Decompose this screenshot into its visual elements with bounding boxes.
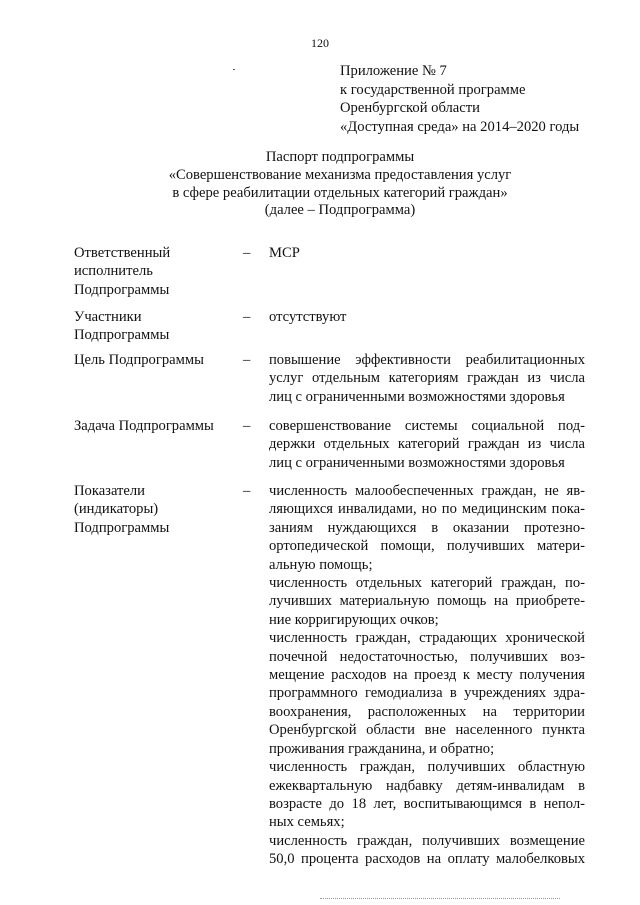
value-line: совершенствование системы социальной под- xyxy=(269,418,585,434)
value-line: ных семьях; xyxy=(269,814,345,831)
title-line: (далее – Подпрограмма) xyxy=(264,202,416,219)
label-line: Подпрограммы xyxy=(74,281,170,298)
page-number: 120 xyxy=(311,36,329,50)
label-line: Участники xyxy=(74,309,142,325)
label-line: Ответственный xyxy=(74,245,171,261)
value-line: численность граждан, получивших областную xyxy=(269,759,585,776)
label-line: Задача Подпрограммы xyxy=(74,418,214,434)
value-line: ние корригирующих очков; xyxy=(269,611,439,628)
appendix-line: «Доступная среда» на 2014–2020 годы xyxy=(340,118,580,135)
row-value xyxy=(269,351,585,406)
scan-speck xyxy=(233,69,235,70)
value-line: заниям нуждающихся в оказании протезно- xyxy=(269,519,585,536)
value-line: 50,0 процента расходов на оплату малобелковых xyxy=(269,851,585,868)
row-dash: – xyxy=(243,245,251,261)
value-line: альную помощь; xyxy=(269,556,373,573)
value-line: численность граждан, страдающих хронической xyxy=(269,630,585,647)
row-value xyxy=(269,417,585,472)
value-line: услуг отдельным категориям граждан из числа xyxy=(269,370,585,387)
row-label xyxy=(74,308,224,345)
value-line: программного гемодиализа в учреждениях здра- xyxy=(269,685,585,702)
value-line: численность граждан, получивших возмещение xyxy=(269,832,585,849)
row-label xyxy=(74,482,224,537)
value-line: ежеквартальную надбавку детям-инвалидам в xyxy=(269,777,585,794)
row-dash: – xyxy=(243,483,251,499)
value-line: почечной недостаточностью, получивших воз- xyxy=(269,648,585,665)
label-line: Подпрограммы xyxy=(74,327,170,344)
row-value xyxy=(269,244,585,262)
value-line: лиц с ограниченными возможностями здоровья xyxy=(269,454,565,471)
value-line: возрасте до 18 лет, воспитывающимся в непол- xyxy=(269,795,585,812)
row-value xyxy=(269,482,585,869)
row-label xyxy=(74,417,224,435)
label-line: Подпрограммы xyxy=(74,519,170,536)
value-line: Оренбургской области вне населенного пункта xyxy=(269,722,585,739)
document-title xyxy=(0,149,640,220)
value-line: проживания гражданина, и обратно; xyxy=(269,740,495,757)
value-line: ляющихся инвалидами, но по медицинским пока- xyxy=(269,501,585,518)
scan-bottom-marks xyxy=(320,898,560,901)
row-label xyxy=(74,244,224,299)
value-line: лиц с ограниченными возможностями здоровья xyxy=(269,388,565,405)
row-label xyxy=(74,351,224,369)
title-line: в сфере реабилитации отдельных категорий граждан» xyxy=(172,184,508,201)
value-line: держки отдельных категорий граждан из числа xyxy=(269,436,585,453)
value-line: численность малообеспеченных граждан, не яв- xyxy=(269,483,585,499)
appendix-line: Приложение № 7 xyxy=(340,63,447,79)
appendix-block xyxy=(340,62,579,136)
value-line: ортопедической помощи, получивших матери- xyxy=(269,538,585,555)
title-line: «Совершенствование механизма предоставления услуг xyxy=(168,166,512,183)
value-line: отсутствуют xyxy=(269,309,347,325)
row-dash: – xyxy=(243,418,251,434)
label-line: Показатели xyxy=(74,483,145,499)
appendix-line: Оренбургской области xyxy=(340,100,480,117)
value-line: МСР xyxy=(269,245,300,261)
value-line: мещение расходов на проезд к месту получения xyxy=(269,667,585,684)
value-line: воохранения, расположенных на территории xyxy=(269,703,585,720)
appendix-line: к государственной программе xyxy=(340,81,526,98)
row-value xyxy=(269,308,585,326)
value-line: численность отдельных категорий граждан, по- xyxy=(269,575,585,592)
value-line: повышение эффективности реабилитационных xyxy=(269,352,585,368)
label-line: (индикаторы) xyxy=(74,501,159,518)
title-line: Паспорт подпрограммы xyxy=(265,149,415,165)
value-line: лучивших материальную помощь на приобрете- xyxy=(269,593,585,610)
row-dash: – xyxy=(243,352,251,368)
label-line: Цель Подпрограммы xyxy=(74,352,204,368)
label-line: исполнитель xyxy=(74,263,153,280)
row-dash: – xyxy=(243,309,251,325)
